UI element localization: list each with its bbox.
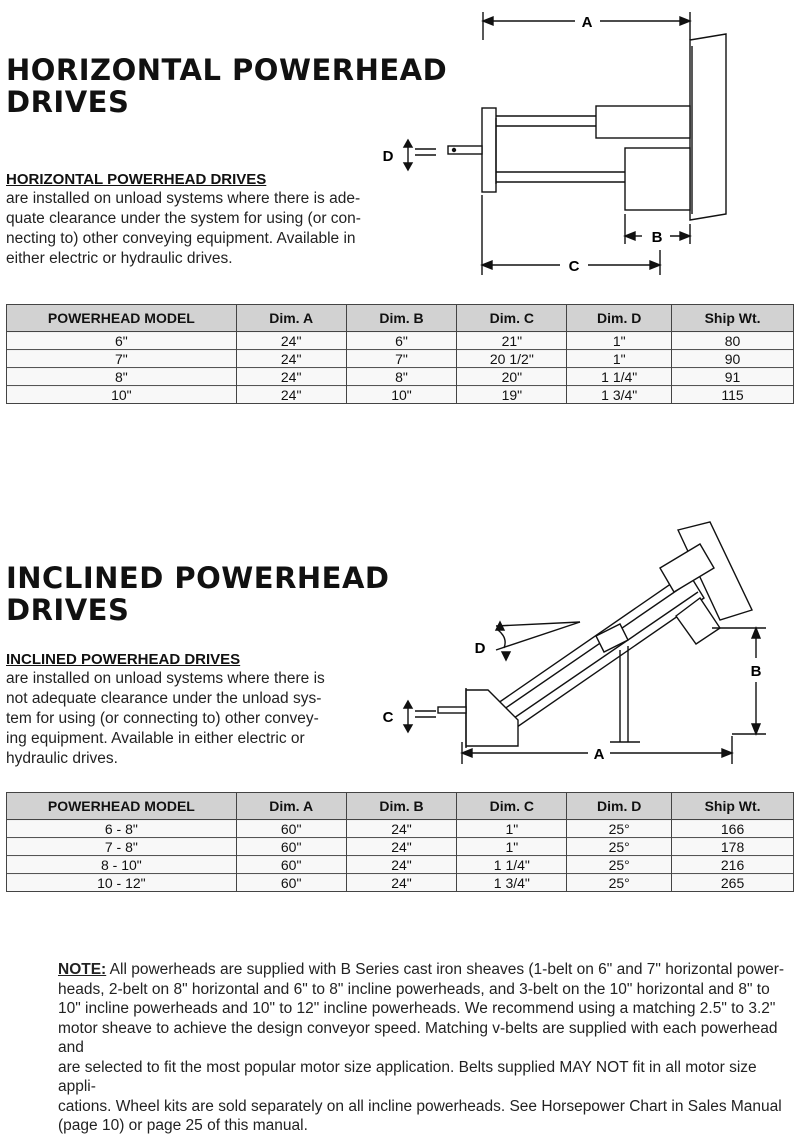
inclined-description-line: tem for using (or connecting to) other convey-	[6, 710, 319, 727]
column-header: Dim. C	[457, 305, 567, 332]
table-cell: 166	[672, 820, 794, 838]
table-row	[7, 368, 794, 386]
table-cell: 80	[672, 332, 794, 350]
table-cell: 24"	[346, 874, 457, 892]
column-header: Dim. C	[457, 793, 567, 820]
table-cell: 6"	[346, 332, 457, 350]
inclined-title	[6, 562, 390, 626]
inclined-subheading: INCLINED POWERHEAD DRIVES	[6, 651, 241, 668]
table-cell: 25°	[567, 874, 672, 892]
column-header: Dim. D	[567, 305, 672, 332]
note-line: 10" incline powerheads and 10" to 12" incline powerheads. We recommend using a matching 2.5" to 3.2"	[58, 1000, 776, 1017]
table-cell: 1 1/4"	[567, 368, 672, 386]
table-cell: 24"	[236, 332, 346, 350]
table-cell: 24"	[236, 350, 346, 368]
table-cell: 60"	[236, 856, 346, 874]
column-header: Dim. D	[567, 793, 672, 820]
note-label: NOTE:	[58, 961, 107, 978]
table-cell: 1 3/4"	[567, 386, 672, 404]
horizontal-description-line: either electric or hydraulic drives.	[6, 250, 233, 267]
inclined-dim-d-label: D	[474, 640, 486, 657]
table-cell: 8"	[7, 368, 237, 386]
table-cell: 24"	[346, 838, 457, 856]
inclined-description-line: are installed on unload systems where there is	[6, 670, 325, 687]
table-cell: 1"	[457, 838, 567, 856]
table-cell: 8"	[346, 368, 457, 386]
table-cell: 1 1/4"	[457, 856, 567, 874]
table-cell: 1"	[567, 350, 672, 368]
inclined-description-line: hydraulic drives.	[6, 750, 118, 767]
table-cell: 19"	[457, 386, 567, 404]
column-header: Dim. A	[236, 793, 346, 820]
column-header: Dim. B	[346, 305, 457, 332]
table-cell: 24"	[346, 856, 457, 874]
table-cell: 7"	[346, 350, 457, 368]
note-line-text: All powerheads are supplied with B Series cast iron sheaves (1-belt on 6" and 7" horizontal power-	[106, 961, 785, 978]
table-cell: 216	[672, 856, 794, 874]
table-cell: 178	[672, 838, 794, 856]
note-line: (page 10) or page 25 of this manual.	[58, 1117, 308, 1134]
column-header: POWERHEAD MODEL	[7, 305, 237, 332]
note-line: cations. Wheel kits are sold separately on all incline powerheads. See Horsepower Chart in Sales Manual	[58, 1097, 782, 1115]
inclined-description-line: ing equipment. Available in either electric or	[6, 730, 305, 747]
column-header: Ship Wt.	[672, 793, 794, 820]
table-cell: 7 - 8"	[7, 838, 237, 856]
table-cell: 25°	[567, 838, 672, 856]
table-cell: 20 1/2"	[457, 350, 567, 368]
horizontal-dim-c-label: C	[568, 258, 580, 275]
column-header: Dim. B	[346, 793, 457, 820]
note-line: motor sheave to achieve the design conveyor speed. Matching v-belts are supplied with each powerhead and	[58, 1019, 778, 1056]
column-header: Ship Wt.	[672, 305, 794, 332]
table-cell: 25°	[567, 820, 672, 838]
table-header-row	[7, 793, 794, 820]
horizontal-title-line1: HORIZONTAL POWERHEAD	[6, 53, 448, 87]
table-row	[7, 820, 794, 838]
table-cell: 91	[672, 368, 794, 386]
inclined-description-line: not adequate clearance under the unload sys-	[6, 690, 322, 707]
horizontal-dim-b-label: B	[651, 229, 663, 246]
horizontal-spec-table	[6, 304, 794, 404]
inclined-title-line2: DRIVES	[6, 593, 130, 627]
table-cell: 90	[672, 350, 794, 368]
note-line	[58, 960, 798, 980]
horizontal-title-line2: DRIVES	[6, 85, 130, 119]
table-cell: 115	[672, 386, 794, 404]
horizontal-description-line: are installed on unload systems where there is ade-	[6, 190, 361, 207]
inclined-dim-a-label: A	[593, 746, 605, 763]
horizontal-subheading: HORIZONTAL POWERHEAD DRIVES	[6, 171, 267, 188]
horizontal-dim-d-label: D	[382, 148, 394, 165]
inclined-description	[6, 669, 336, 769]
horizontal-dim-a-label: A	[581, 14, 593, 31]
table-cell: 60"	[236, 874, 346, 892]
table-row	[7, 838, 794, 856]
note-line: heads, 2-belt on 8" horizontal and 6" to 8" incline powerheads, and 3-belt on the 10" horizontal and 8" to	[58, 980, 770, 998]
table-cell: 6"	[7, 332, 237, 350]
table-cell: 24"	[236, 368, 346, 386]
table-row	[7, 874, 794, 892]
inclined-dim-b-label: B	[750, 663, 762, 680]
inclined-dim-c-label: C	[382, 709, 394, 726]
table-cell: 6 - 8"	[7, 820, 237, 838]
note-paragraph	[58, 960, 798, 1136]
horizontal-description-line: necting to) other conveying equipment. Available in	[6, 230, 356, 247]
table-cell: 7"	[7, 350, 237, 368]
horizontal-powerhead-diagram	[370, 0, 800, 290]
horizontal-description	[6, 189, 376, 269]
table-row	[7, 332, 794, 350]
note-line: are selected to fit the most popular motor size application. Belts supplied MAY NOT fit in all motor size appli-	[58, 1058, 757, 1095]
table-row	[7, 386, 794, 404]
table-cell: 10"	[7, 386, 237, 404]
table-cell: 60"	[236, 838, 346, 856]
horizontal-description-line: quate clearance under the system for using (or con-	[6, 210, 361, 227]
table-header-row	[7, 305, 794, 332]
table-cell: 20"	[457, 368, 567, 386]
table-cell: 10"	[346, 386, 457, 404]
table-cell: 8 - 10"	[7, 856, 237, 874]
inclined-spec-table	[6, 792, 794, 892]
table-cell: 10 - 12"	[7, 874, 237, 892]
inclined-powerhead-diagram	[370, 510, 800, 780]
table-row	[7, 856, 794, 874]
table-cell: 25°	[567, 856, 672, 874]
table-cell: 1"	[567, 332, 672, 350]
table-cell: 24"	[346, 820, 457, 838]
table-cell: 265	[672, 874, 794, 892]
table-cell: 60"	[236, 820, 346, 838]
table-row	[7, 350, 794, 368]
column-header: Dim. A	[236, 305, 346, 332]
inclined-title-line1: INCLINED POWERHEAD	[6, 561, 390, 595]
table-cell: 24"	[236, 386, 346, 404]
table-cell: 1"	[457, 820, 567, 838]
table-cell: 21"	[457, 332, 567, 350]
column-header: POWERHEAD MODEL	[7, 793, 237, 820]
table-cell: 1 3/4"	[457, 874, 567, 892]
